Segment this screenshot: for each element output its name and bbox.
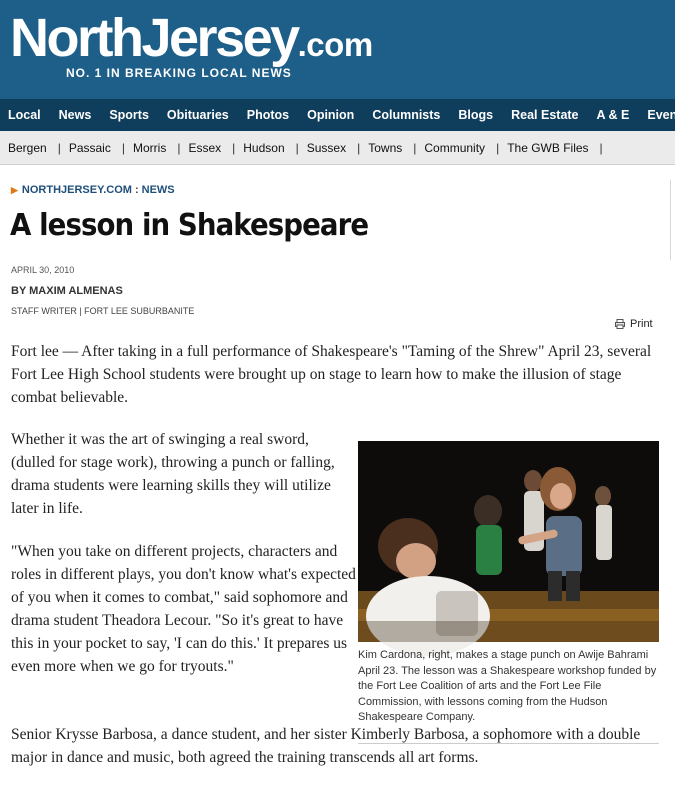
- secondary-nav: [0, 131, 675, 165]
- stage-combat-photo-illustration: [358, 441, 659, 642]
- nav-item-local[interactable]: Local: [8, 108, 41, 122]
- nav-separator: |: [413, 140, 417, 155]
- nav-item-news[interactable]: News: [58, 108, 92, 122]
- article-byline: BY MAXIM ALMENAS: [11, 285, 123, 297]
- nav-separator: |: [121, 140, 125, 155]
- article-paragraph: Fort lee — After taking in a full performance of Shakespeare's "Taming of the Shrew" April 23, several Fort Lee High School students were brought up on stage to learn how to make the illusion of stage combat believable.: [11, 343, 652, 406]
- page-edge-divider: [670, 180, 671, 260]
- logo-suffix: .com: [297, 26, 373, 63]
- article-paragraph: Senior Krysse Barbosa, a dance student, and her sister Kimberly Barbosa, a sophomore with a double major in dance and music, both agreed the training transcends all art forms.: [11, 726, 641, 766]
- print-label: Print: [630, 318, 653, 330]
- breadcrumb-site-link[interactable]: NORTHJERSEY.COM: [21, 184, 132, 196]
- primary-nav: [0, 99, 689, 131]
- nav-separator: |: [496, 140, 500, 155]
- breadcrumb: [11, 184, 175, 196]
- print-button[interactable]: [615, 318, 653, 330]
- nav-item-columnists[interactable]: Columnists: [372, 108, 441, 122]
- article-date: APRIL 30, 2010: [11, 265, 75, 275]
- nav-item-towns[interactable]: Towns: [368, 140, 403, 155]
- nav-item-real-estate[interactable]: Real Estate: [511, 108, 579, 122]
- breadcrumb-separator: :: [134, 184, 139, 196]
- nav-item-passaic[interactable]: Passaic: [68, 140, 111, 155]
- nav-item-sports[interactable]: Sports: [109, 108, 149, 122]
- nav-item-essex[interactable]: Essex: [188, 140, 222, 155]
- nav-separator: |: [295, 140, 299, 155]
- breadcrumb-section-link[interactable]: NEWS: [141, 184, 175, 196]
- nav-item-blogs[interactable]: Blogs: [458, 108, 494, 122]
- breadcrumb-arrow-icon: ▶: [11, 185, 18, 195]
- nav-separator: |: [232, 140, 236, 155]
- nav-item-gwb-files[interactable]: The GWB Files: [507, 140, 589, 155]
- nav-item-opinion[interactable]: Opinion: [307, 108, 355, 122]
- logo-name: NorthJersey: [10, 8, 298, 68]
- article-headline: A lesson in Shakespeare: [10, 208, 369, 243]
- article-paragraph: "When you take on different projects, characters and roles in different plays, you don't know what's expected of you when it comes to combat," said sophomore and drama student Theadora Lecour. "So it's great to have this in your pocket to say, 'I can do this.' It prepares us even more when we go for tryouts.": [11, 543, 356, 675]
- nav-item-bergen[interactable]: Bergen: [8, 140, 47, 155]
- nav-separator: |: [177, 140, 181, 155]
- author-title: STAFF WRITER | FORT LEE SUBURBANITE: [11, 306, 195, 316]
- nav-item-arts-entertainment[interactable]: A & E: [596, 108, 630, 122]
- nav-item-photos[interactable]: Photos: [246, 108, 290, 122]
- article-paragraph: Whether it was the art of swinging a real sword, (dulled for stage work), throwing a punch or falling, drama students were learning skills they will utilize later in life.: [11, 431, 335, 517]
- nav-item-obituaries[interactable]: Obituaries: [166, 108, 229, 122]
- nav-separator: |: [599, 140, 603, 155]
- site-tagline: NO. 1 IN BREAKING LOCAL NEWS: [66, 66, 292, 80]
- printer-icon: [615, 319, 625, 329]
- nav-separator: |: [357, 140, 361, 155]
- masthead: [0, 0, 675, 99]
- nav-item-morris[interactable]: Morris: [132, 140, 167, 155]
- nav-separator: |: [57, 140, 61, 155]
- nav-item-hudson[interactable]: Hudson: [243, 140, 285, 155]
- article-photo[interactable]: [358, 441, 659, 642]
- nav-item-community[interactable]: Community: [424, 140, 486, 155]
- nav-item-events[interactable]: Events: [647, 108, 689, 122]
- caption-divider: [358, 743, 659, 744]
- photo-caption: Kim Cardona, right, makes a stage punch on Awije Bahrami April 23. The lesson was a Shakespeare workshop funded by the Fort Lee Coalition of arts and the Fort Lee File Commission, with lessons coming from the Hudson Shakespeare Company.: [358, 649, 657, 723]
- nav-item-sussex[interactable]: Sussex: [306, 140, 347, 155]
